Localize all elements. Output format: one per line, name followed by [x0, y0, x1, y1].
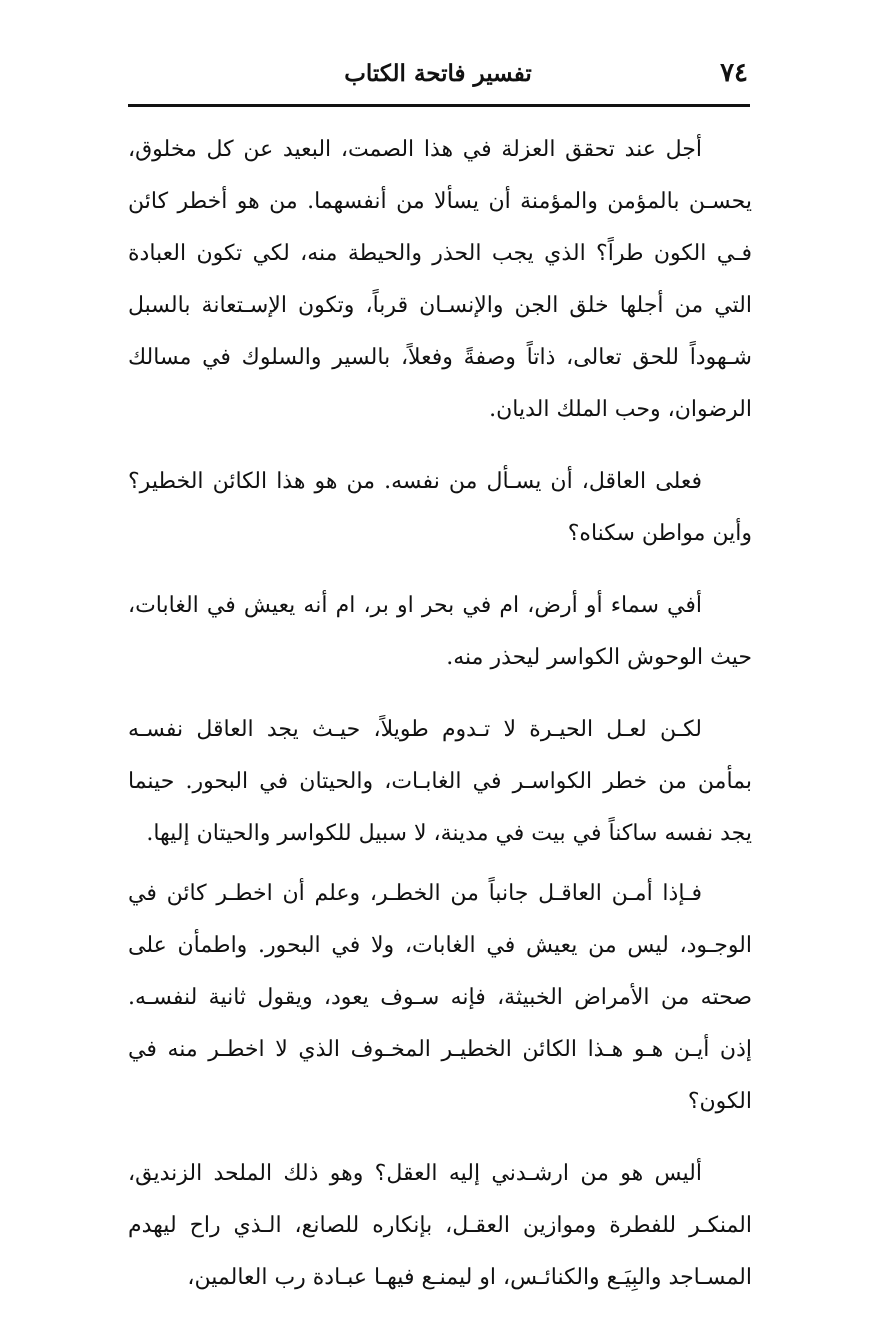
header-rule: [128, 104, 750, 107]
paragraph-4: لكـن لعـل الحيـرة لا تـدوم طويلاً، حيـث يجد العاقل نفسـه بمأمن من خطر الكواسـر في الغابـات، والحيتان في البحور. حينما يجد نفسه ساكناً في بيت في مدينة، لا سبيل للكواسر والحيتان إليها.: [128, 717, 752, 846]
paragraph-3: أفي سماء أو أرض، ام في بحر او بر، ام أنه يعيش في الغابات، حيث الوحوش الكواسر ليحذر منه.: [128, 593, 752, 670]
paragraph-5: فـإذا أمـن العاقـل جانباً من الخطـر، وعلم أن اخطـر كائن في الوجـود، ليس من يعيش في الغابات، ولا في البحور. واطمأن على صحته من الأمراض الخبيثة، فإنه سـوف يعود، ويقول ثانية لنفسـه. إذن أيـن هـو هـذا الكائن الخطيـر المخـوف الذي لا اخطـر منه في الكون؟: [128, 881, 752, 1114]
running-title: تفسير فاتحة الكتاب: [344, 60, 532, 87]
paragraph-1: أجل عند تحقق العزلة في هذا الصمت، البعيد عن كل مخلوق، يحسـن بالمؤمن والمؤمنة أن يسألا من أنفسهما. من هو أخطر كائن فـي الكون طراً؟ الذي يجب الحذر والحيطة منه، لكي تكون العبادة التي من أجلها خلق الجن والإنسـان قرباً، وتكون الإسـتعانة بالسبل شـهوداً للحق تعالى، ذاتاً وصفةً وفعلاً، بالسير والسلوك في مسالك الرضوان، وحب الملك الديان.: [128, 137, 752, 422]
page-header: [128, 52, 748, 96]
paragraph-6: أليس هو من ارشـدني إليه العقل؟ وهو ذلك الملحد الزنديق، المنكـر للفطرة وموازين العقـل، بإنكاره للصانع، الـذي راح ليهدم المسـاجد والبِيَـع والكنائـس، او ليمنـع فيهـا عبـادة رب العالمين،: [128, 1161, 752, 1290]
page-number: ٧٤: [720, 58, 748, 88]
paragraph-2: فعلى العاقل، أن يسـأل من نفسه. من هو هذا الكائن الخطير؟ وأين مواطن سكناه؟: [128, 469, 752, 546]
body-text: [128, 124, 752, 1324]
